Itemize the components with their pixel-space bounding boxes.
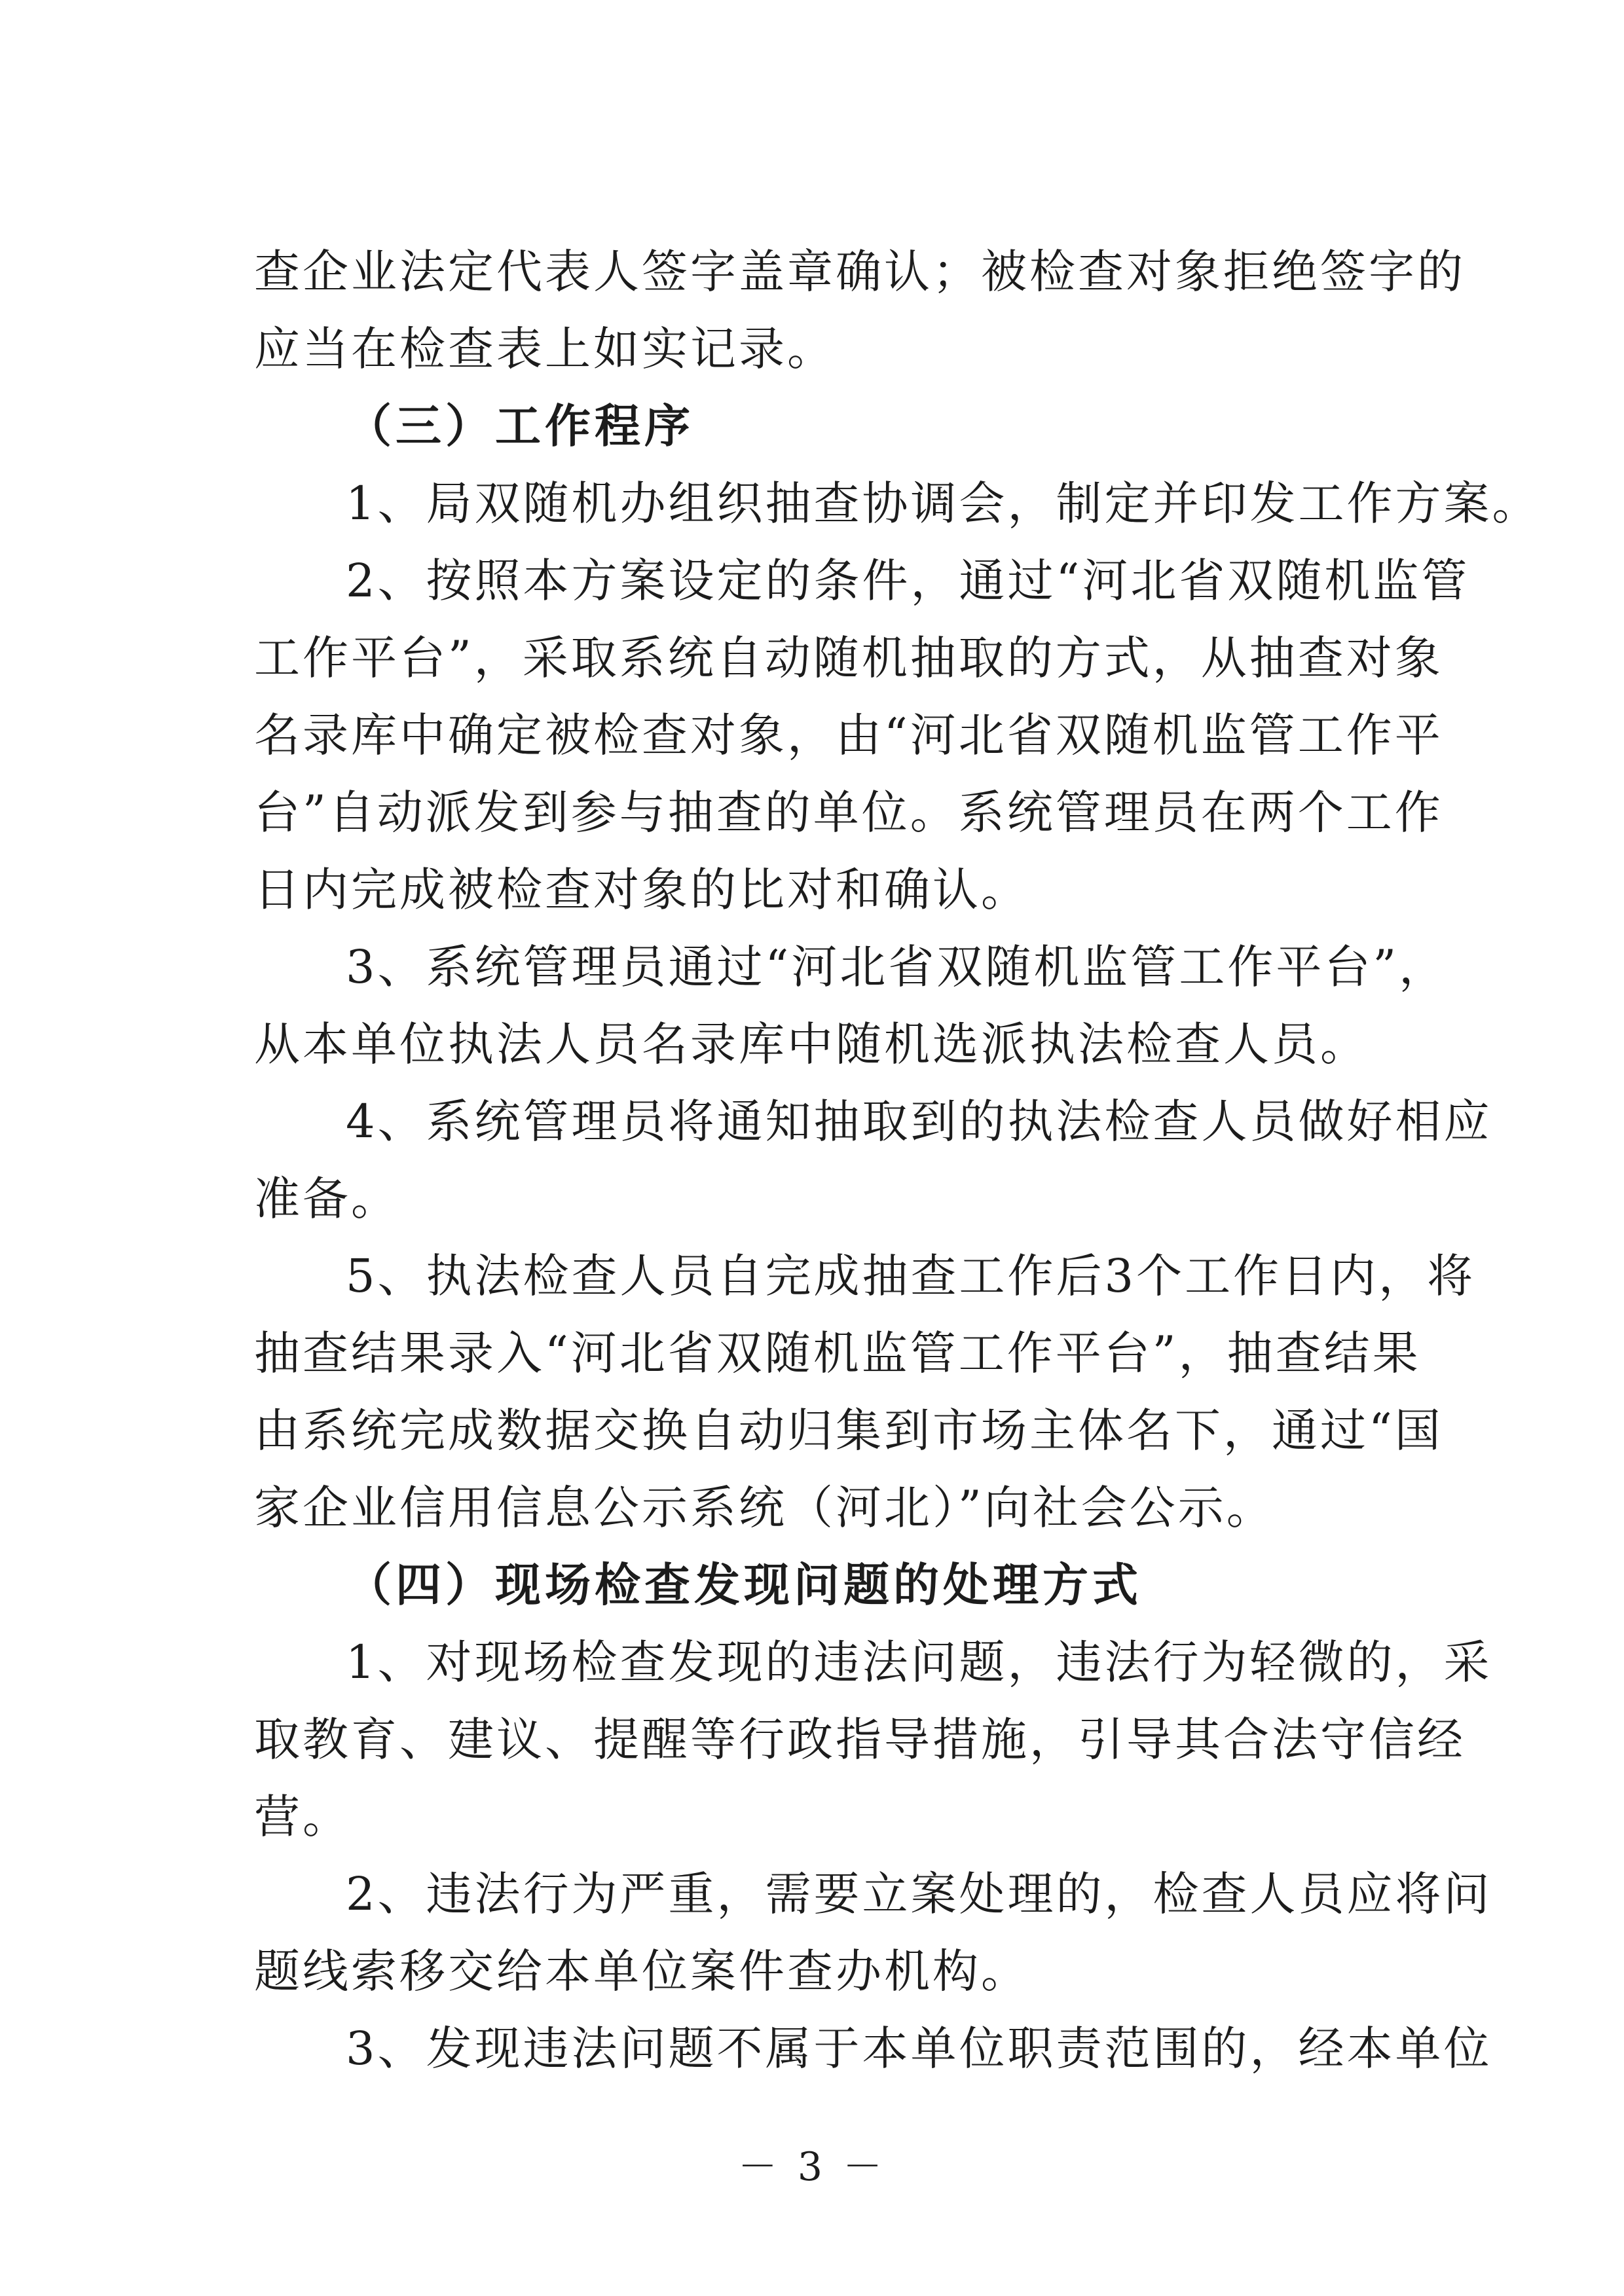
body-line: 从本单位执法人员名录库中随机选派执法检查人员。 — [254, 1017, 1369, 1071]
body-line: 工作平台”，采取系统自动随机抽取的方式，从抽查对象 — [254, 631, 1443, 685]
body-line: 名录库中确定被检查对象，由“河北省双随机监管工作平 — [254, 708, 1443, 762]
body-line: 家企业信用信息公示系统（河北）”向社会公示。 — [254, 1481, 1275, 1535]
body-line: 营。 — [254, 1790, 351, 1844]
body-line: 2、违法行为严重，需要立案处理的，检查人员应将问 — [346, 1867, 1492, 1921]
section-heading: （四）现场检查发现问题的处理方式 — [346, 1558, 1142, 1612]
body-line: 由系统完成数据交换自动归集到市场主体名下，通过“国 — [254, 1404, 1443, 1457]
body-line: 2、按照本方案设定的条件，通过“河北省双随机监管 — [346, 554, 1470, 608]
body-line: 日内完成被检查对象的比对和确认。 — [254, 863, 1029, 917]
body-line: 取教育、建议、提醒等行政指导措施，引导其合法守信经 — [254, 1713, 1466, 1766]
body-line: 1、局双随机办组织抽查协调会，制定并印发工作方案。 — [346, 477, 1541, 530]
body-line: 查企业法定代表人签字盖章确认；被检查对象拒绝签字的 — [254, 245, 1466, 299]
body-line: 3、发现违法问题不属于本单位职责范围的，经本单位 — [346, 2022, 1492, 2075]
body-line: 抽查结果录入“河北省双随机监管工作平台”，抽查结果 — [254, 1326, 1421, 1380]
body-line: 准备。 — [254, 1172, 399, 1226]
section-heading: （三）工作程序 — [346, 399, 694, 453]
body-line: 题线索移交给本单位案件查办机构。 — [254, 1944, 1029, 1998]
body-line: 3、系统管理员通过“河北省双随机监管工作平台”， — [346, 940, 1448, 994]
body-line: 1、对现场检查发现的违法问题，违法行为轻微的，采 — [346, 1635, 1492, 1689]
page-number: － 3 － — [737, 2144, 887, 2190]
body-line: 5、执法检查人员自完成抽查工作后3个工作日内，将 — [346, 1249, 1476, 1303]
body-line: 台”自动派发到参与抽查的单位。系统管理员在两个工作 — [254, 786, 1443, 839]
body-line: 应当在检查表上如实记录。 — [254, 322, 836, 376]
body-line: 4、系统管理员将通知抽取到的执法检查人员做好相应 — [346, 1095, 1492, 1148]
